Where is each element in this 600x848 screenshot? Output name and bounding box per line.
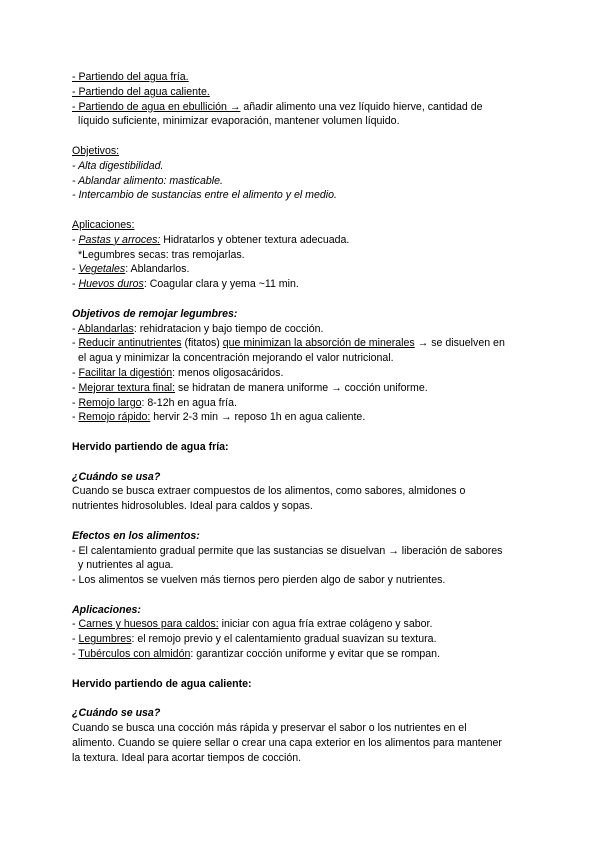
- fria-answer-line-1: Cuando se busca extraer compuestos de los alimentos, como sabores, almidones o: [72, 485, 466, 498]
- remojo-item-2-term: Reducir antinutrientes: [78, 337, 182, 350]
- fria-aplicacion-3-term: Tubérculos con almidón: [78, 648, 191, 661]
- document-body: [72, 70, 532, 765]
- aplicaciones-item-3-term: Huevos duros: [78, 278, 144, 291]
- caliente-answer-line-1: Cuando se busca una cocción más rápida y preservar el sabor o los nutrientes en el: [72, 722, 467, 735]
- remojo-item-5-text: : 8-12h en agua fría.: [141, 396, 237, 409]
- remojo-item-2-text: → se disuelven en: [414, 337, 505, 350]
- fria-efecto-2: - Los alimentos se vuelven más tiernos pero pierden algo de sabor y nutrientes.: [72, 574, 446, 587]
- intro-item-2: - Partiendo del agua caliente.: [72, 85, 210, 98]
- remojo-item-1: - Ablandarlas: rehidratacion y bajo tiempo de cocción.: [72, 322, 324, 335]
- fria-aplicaciones-heading: Aplicaciones:: [72, 603, 141, 616]
- remojo-item-1-text: : rehidratacion y bajo tiempo de cocción.: [133, 322, 324, 335]
- aplicaciones-heading: Aplicaciones:: [72, 218, 135, 231]
- remojo-item-4: - Mejorar textura final: se hidratan de manera uniforme → cocción uniforme.: [72, 381, 428, 394]
- caliente-heading: Hervido partiendo de agua caliente:: [72, 677, 252, 690]
- remojo-item-6-term: Remojo rápido:: [78, 411, 151, 424]
- fria-aplicacion-2: - Legumbres: el remojo previo y el calentamiento gradual suavizan su textura.: [72, 633, 437, 646]
- remojo-item-1-term: Ablandarlas: [77, 322, 134, 335]
- intro-item-3-term: - Partiendo de agua en ebullición →: [72, 100, 241, 113]
- remojo-item-3-term: Facilitar la digestión: [78, 366, 173, 379]
- remojo-item-6: - Remojo rápido: hervir 2-3 min → reposo 1h en agua caliente.: [72, 411, 366, 424]
- fria-efecto-1-continuation: y nutrientes al agua.: [78, 559, 174, 572]
- fria-heading: Hervido partiendo de agua fría:: [72, 440, 229, 453]
- caliente-question: ¿Cuándo se usa?: [72, 707, 161, 720]
- fria-efecto-1: - El calentamiento gradual permite que las sustancias se disuelvan → liberación de sabores: [72, 544, 503, 557]
- remojo-item-2-mid: (fitatos): [181, 337, 223, 350]
- fria-efectos-heading: Efectos en los alimentos:: [72, 529, 200, 542]
- aplicaciones-item-1-text: Hidratarlos y obtener textura adecuada.: [160, 233, 350, 246]
- remojo-item-4-text: se hidratan de manera uniforme → cocción uniforme.: [175, 381, 428, 394]
- caliente-answer-line-3: la textura. Ideal para acortar tiempos de cocción.: [72, 751, 302, 764]
- intro-item-1: - Partiendo del agua fría.: [72, 71, 189, 83]
- aplicaciones-item-2-text: : Ablandarlos.: [125, 263, 190, 276]
- objetivos-item-3: - Intercambio de sustancias entre el alimento y el medio.: [72, 189, 337, 202]
- aplicaciones-item-1-term: Pastas y arroces:: [78, 233, 161, 246]
- remojo-item-5: - Remojo largo: 8-12h en agua fría.: [72, 396, 237, 409]
- aplicaciones-item-3-text: : Coagular clara y yema ~11 min.: [143, 278, 299, 291]
- fria-aplicacion-3: - Tubérculos con almidón: garantizar cocción uniforme y evitar que se rompan.: [72, 648, 441, 661]
- remojo-heading: Objetivos de remojar legumbres:: [72, 307, 238, 320]
- aplicaciones-item-3: - Huevos duros: Coagular clara y yema ~11 min.: [72, 278, 299, 291]
- intro-item-3: [72, 100, 532, 115]
- remojo-item-3-text: : menos oligosacáridos.: [172, 366, 284, 379]
- intro-item-3-text: añadir alimento una vez líquido hierve, cantidad de: [240, 100, 483, 113]
- remojo-item-4-term: Mejorar textura final:: [78, 381, 176, 394]
- remojo-item-5-term: Remojo largo: [78, 396, 142, 409]
- fria-aplicacion-1: - Carnes y huesos para caldos: iniciar con agua fría extrae colágeno y sabor.: [72, 618, 433, 631]
- fria-aplicacion-1-text: iniciar con agua fría extrae colágeno y sabor.: [218, 618, 433, 631]
- aplicaciones-item-2-term: Vegetales: [78, 263, 126, 276]
- intro-item-3-continuation: líquido suficiente, minimizar evaporación, mantener volumen líquido.: [78, 115, 400, 128]
- fria-aplicacion-2-term: Legumbres: [78, 633, 132, 646]
- fria-aplicacion-3-text: : garantizar cocción uniforme y evitar que se rompan.: [190, 648, 441, 661]
- objetivos-item-2: - Ablandar alimento: masticable.: [72, 174, 223, 187]
- objetivos-heading: Objetivos:: [72, 144, 120, 157]
- caliente-answer-line-2: alimento. Cuando se quiere sellar o crear una capa exterior en los alimentos para mantener: [72, 736, 502, 749]
- fria-question: ¿Cuándo se usa?: [72, 470, 161, 483]
- aplicaciones-item-2: - Vegetales: Ablandarlos.: [72, 263, 190, 276]
- remojo-item-2-continuation: el agua y minimizar la concentración mejorando el valor nutricional.: [78, 352, 394, 365]
- remojo-item-6-text: hervir 2-3 min → reposo 1h en agua caliente.: [150, 411, 366, 424]
- aplicaciones-item-1: - Pastas y arroces: Hidratarlos y obtener textura adecuada.: [72, 233, 350, 246]
- remojo-item-2-term-2: que minimizan la absorción de minerales: [222, 337, 415, 350]
- remojo-item-2: - Reducir antinutrientes (fitatos) que minimizan la absorción de minerales → se disuelven en: [72, 337, 505, 350]
- fria-aplicacion-2-text: : el remojo previo y el calentamiento gradual suavizan su textura.: [131, 633, 437, 646]
- aplicaciones-item-1-note: *Legumbres secas: tras remojarlas.: [78, 248, 245, 261]
- objetivos-item-1: - Alta digestibilidad.: [72, 159, 164, 172]
- fria-aplicacion-1-term: Carnes y huesos para caldos:: [78, 618, 219, 631]
- fria-answer-line-2: nutrientes hidrosolubles. Ideal para caldos y sopas.: [72, 500, 313, 513]
- remojo-item-3: - Facilitar la digestión: menos oligosacáridos.: [72, 366, 284, 379]
